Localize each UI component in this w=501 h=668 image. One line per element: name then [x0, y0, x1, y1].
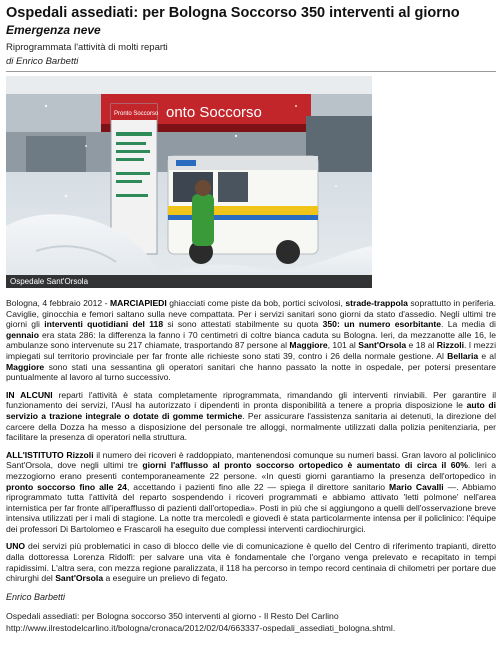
article-body: [6, 298, 496, 584]
ambulance-snow-photo-icon: [6, 76, 372, 288]
article-paragraph: [6, 450, 496, 535]
article: [6, 0, 496, 634]
bold-text: strade-trappola: [345, 298, 408, 308]
photo-caption: Ospedale Sant'Orsola: [6, 275, 372, 288]
bold-text: auto di servizio a trazione integrale o dotate di gomme termiche: [6, 400, 496, 421]
source-line: Ospedali assediati: per Bologna soccorso 350 interventi al giorno - Il Resto Del Carlino: [6, 610, 339, 621]
photo-sign-text: Pronto Soccorso: [114, 111, 159, 117]
text-run: e al: [478, 350, 496, 361]
bold-text: Bellaria: [447, 350, 479, 361]
bold-text: IN ALCUNI: [6, 389, 53, 400]
divider: [6, 71, 496, 72]
text-run: . Ieri a mezzogiorno erano presenti contemporaneamente 22 persone. «In questi giorni garantiamo la presenza dell'ortopedico in: [6, 460, 496, 481]
bold-text: Maggiore: [289, 340, 328, 351]
text-run: si sono attestati stabilmente su quota: [163, 319, 323, 330]
text-run: a eseguire un prelievo di fegato.: [103, 573, 228, 584]
bold-text: Mario Cavalli: [389, 481, 444, 492]
bold-text: pronto soccorso fino alle 24: [6, 481, 127, 492]
text-run: soprattutto in periferia. Caviglie, ginocchia e femori saltano sulla neve compattata. Per i servizi sanitari sono giorni da stato d'assedio. Negli ultimi tre giorni gli: [6, 298, 496, 330]
text-run: sono stati una sessantina gli operatori sanitari che hanno passato la notte in ospedale, per potersi presentare puntualmente al lavoro al turno successivo.: [6, 361, 496, 383]
source-url[interactable]: http://www.ilrestodelcarlino.it/bologna/cronaca/2012/02/04/663337-ospedali_assediati_bologna.shtml.: [6, 622, 396, 633]
text-run: il numero dei ricoveri è raddoppiato, mantenendosi comunque su numeri bassi. Gran lavoro al policlinico Sant'Orsola, dove negli ultimi tre: [6, 449, 496, 471]
text-run: . La media di: [441, 319, 496, 330]
bold-text: MARCIAPIEDI: [109, 298, 167, 308]
text-run: era stata 286: la differenza la fanno i 70 centimetri di coltre bianca caduta su Bologna. Ieri, da mezzanotte alle 16, le ambulanze sono intervenute su 217 chiamate, trasportando 87 persone al: [6, 329, 496, 351]
text-run: dei servizi più problematici in caso di blocco delle vie di comunicazione è quello del Centro di riferimento trapianti, diretto dalla dottoressa Lorenza Ridolfi: per salvare una vita è fondamentale che l'organo venga prelevato e recapitato in tempi rapidissimi. L'altra sera, con mezza regione paralizzata, il 118 ha percorso in tempo record centinaia di chilometri per portare due chirurghi del: [6, 541, 496, 584]
article-paragraph: [6, 390, 496, 443]
bold-text: 350: un numero esorbitante: [322, 319, 442, 330]
bold-text: Sant'Orsola: [55, 573, 104, 584]
bold-text: gennaio: [6, 329, 39, 340]
text-run: ghiacciati come piste da bob, portici scivolosi,: [166, 298, 346, 308]
text-run: , accettando i pazienti fino alle 22 — spiega il direttore sanitario: [126, 481, 390, 492]
bold-text: Sant'Orsola: [358, 340, 407, 351]
text-run: Bologna, 4 febbraio 2012 -: [6, 298, 110, 308]
article-summary: Riprogrammata l'attività di molti reparti: [6, 42, 168, 53]
photo-panel-text: onto Soccorso: [166, 104, 262, 121]
article-subtitle: Emergenza neve: [6, 23, 101, 37]
text-run: . I mezzi impiegati sul territorio provinciale per far fronte alle richieste sono stati 39, contro i 26 della normale gestione. Al: [6, 340, 497, 361]
article-byline: di Enrico Barbetti: [6, 56, 79, 67]
article-photo: [6, 76, 372, 288]
article-author: Enrico Barbetti: [6, 591, 66, 602]
text-run: , 101 al: [327, 340, 359, 351]
bold-text: Rizzoli: [436, 340, 464, 351]
bold-text: UNO: [6, 541, 26, 552]
bold-text: Maggiore: [6, 361, 45, 372]
bold-text: interventi quotidiani del 118: [44, 319, 164, 330]
bold-text: ALL'ISTITUTO Rizzoli: [6, 449, 94, 460]
article-title: Ospedali assediati: per Bologna Soccorso 350 interventi al giorno: [6, 5, 460, 21]
article-paragraph: [6, 541, 496, 583]
text-run: —. Abbiamo riprogrammato tutta l'attività del reparto sospendendo i ricoveri programmati e abbiamo attivato 'letti polmone' nell'area internistica per far fronte all'iperafflusso di pazienti dall'ortopedia». Posti in più che si aggiungono a quelli dell'osservazione breve intensiva utilizzati per i mali di stagione. La notte tra mercoledì e giovedì è stata particolarmente intensa per il policlinico: l'équipe dei professori Di Bartolomeo e Frascaroli ha eseguito due complessi interventi cardiochirurgici.: [6, 481, 497, 534]
text-run: e 18 al: [406, 340, 437, 351]
text-run: reparti l'attività è stata completamente riprogrammata, rimandando gli interventi rinviabili. Per garantire il funzionamento dei servizi, l'Ausl ha autorizzato i dipendenti in pronta disponibilità a tenere a propria disposizione le: [6, 389, 497, 411]
text-run: . Per assicurare l'assistenza sanitaria ai detenuti, la direzione del carcere della Dozza ha messo a disposizione del personale tre alloggi, normalmente utilizzati dalla polizia penitenziaria, per facilitare la presenza di operatori nella struttura.: [6, 410, 496, 443]
article-paragraph: [6, 298, 496, 383]
bold-text: giorni l'afflusso al pronto soccorso ortopedico è aumentato di circa il 60%: [142, 460, 468, 471]
